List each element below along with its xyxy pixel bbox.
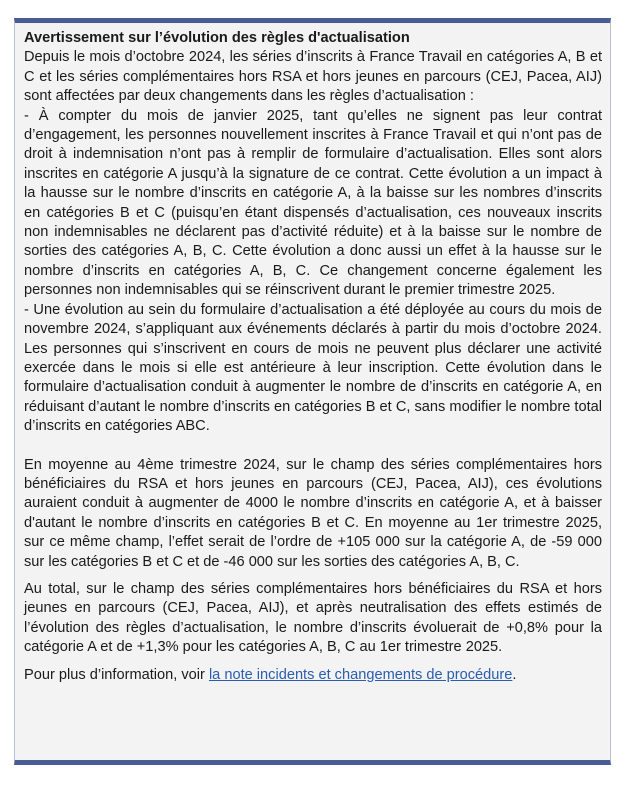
- procedure-note-link[interactable]: la note incidents et changements de procédure: [208, 666, 513, 683]
- more-info-line: [24, 666, 602, 685]
- more-info-prefix: Pour plus d’information, voir: [24, 666, 209, 683]
- notice-point-1: - À compter du mois de janvier 2025, tant qu’elles ne signent pas leur contrat d’engagement, les personnes nouvellement inscrites à France Travail et qui n’ont pas de droit à indemnisation n’ont pas à remplir de formulaire d’actualisation. Elles sont alors inscrites en catégorie A jusqu’à la signature de ce contrat. Cette évolution a un impact à la hausse sur le nombre d’inscrits en catégorie A, à la baisse sur les nombres d’inscrits en catégories B et C (puisqu’en étant dispensés d’actualisation, ces nouveaux inscrits non indemnisables ne déclarent pas d’activité réduite) et à la baisse sur le nombre de sorties des catégories A, B, C. Cette évolution a donc aussi un effet à la hausse sur le nombre d’inscrits en catégories A, B, C. Ce changement concerne également les personnes non indemnisables qui se réinscrivent durant le premier trimestre 2025.: [24, 107, 602, 299]
- notice-title: Avertissement sur l’évolution des règles d'actualisation: [24, 30, 410, 46]
- spacer: [24, 658, 602, 666]
- spacer: [24, 572, 602, 580]
- more-info-suffix: .: [512, 666, 517, 683]
- notice-box: [14, 18, 611, 765]
- notice-estimate: En moyenne au 4ème trimestre 2024, sur le champ des séries complémentaires hors bénéficiaires du RSA et hors jeunes en parcours (CEJ, Pacea, AIJ), ces évolutions auraient conduit à augmenter de 4000 le nombre d’inscrits en catégorie A, et à baisser d'autant le nombre d’inscrits en catégories B et C. En moyenne au 1er trimestre 2025, sur ce même champ, l’effet serait de l’ordre de +105 000 sur la catégorie A, de -59 000 sur les catégories B et C et de -46 000 sur les sorties des catégories A, B, C.: [24, 456, 602, 570]
- spacer: [24, 437, 602, 456]
- notice-total: Au total, sur le champ des séries complémentaires hors bénéficiaires du RSA et hors jeunes en parcours (CEJ, Pacea, AIJ), et après neutralisation des effets estimés de l’évolution des règles d’actualisation, le nombre d’inscrits évoluerait de +0,8% pour la catégorie A et de +1,3% pour les catégories A, B, C au 1er trimestre 2025.: [24, 580, 602, 656]
- notice-point-2: - Une évolution au sein du formulaire d’actualisation a été déployée au cours du mois de novembre 2024, s’appliquant aux événements déclarés à partir du mois d’octobre 2024. Les personnes qui s’inscrivent en cours de mois ne peuvent plus déclarer une activité exercée dans le mois si elle est antérieure à leur inscription. Cette évolution dans le formulaire d’actualisation conduit à augmenter le nombre de d’inscrits en catégorie A, en réduisant d’autant le nombre d’inscrits en catégories B et C, sans modifier le nombre total d’inscrits en catégories ABC.: [24, 301, 602, 435]
- notice-intro: Depuis le mois d’octobre 2024, les séries d’inscrits à France Travail en catégories A, B et C et les séries complémentaires hors RSA et hors jeunes en parcours (CEJ, Pacea, AIJ) sont affectées par deux changements dans les règles d’actualisation :: [24, 49, 602, 105]
